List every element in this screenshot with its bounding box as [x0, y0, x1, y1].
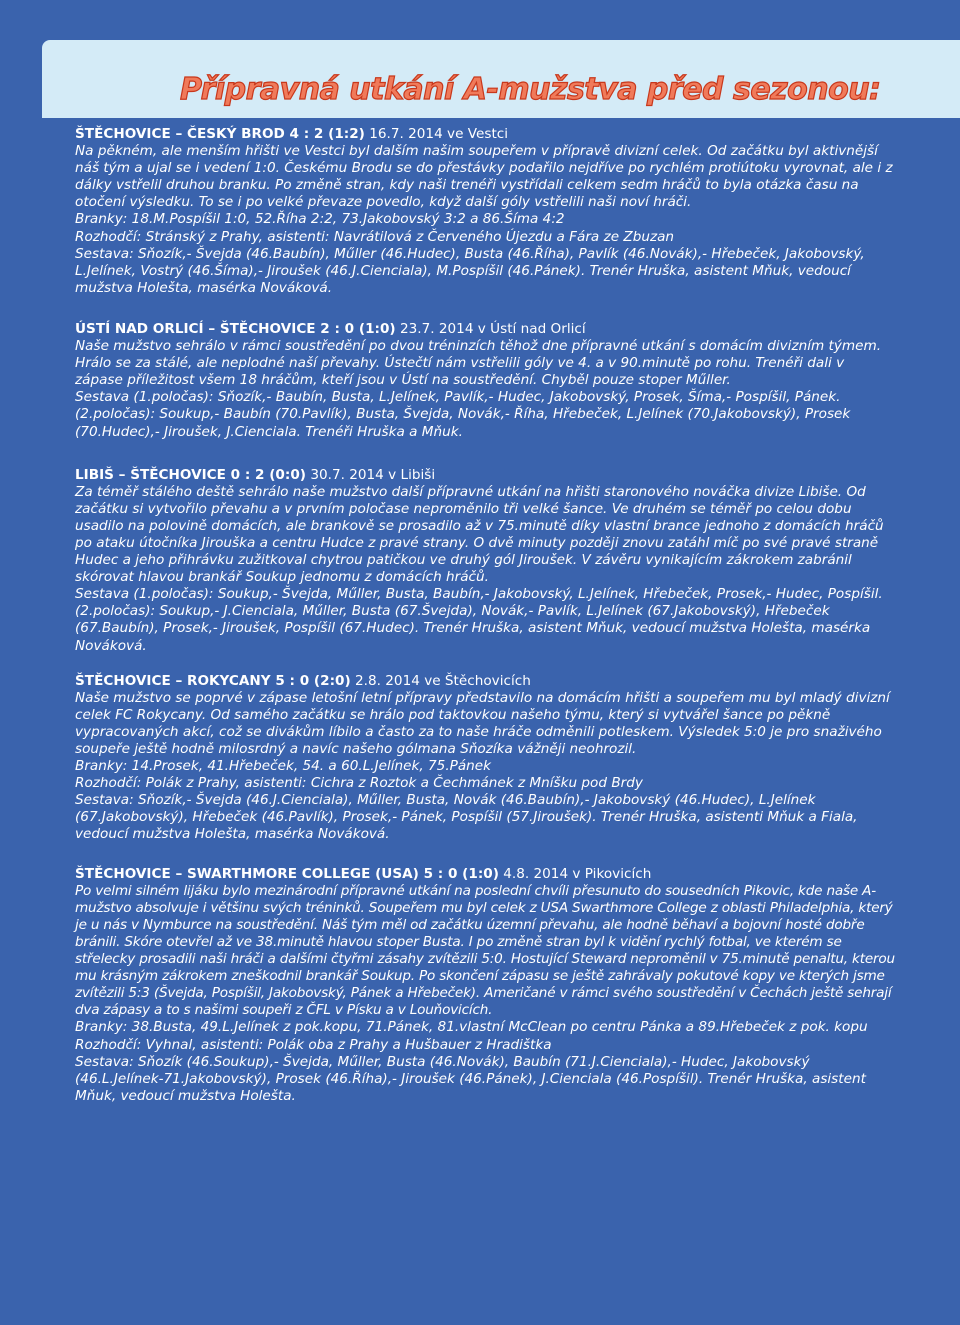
match-headline: ŠTĚCHOVICE – SWARTHMORE COLLEGE (USA) 5 : 0 (1:0) [75, 865, 499, 882]
match-report [75, 467, 895, 655]
match-paragraph: Po velmi silném lijáku bylo mezinárodní přípravné utkání na poslední chvíli přesunuto do sousedních Pikovic, kde naše A-mužstvo absolvuje i většinu svých tréninků. Soupeřem mu byl celek z USA Swarthmore College z oblasti Philadelphia, který je u nás v Nymburce na soustředění. Náš tým měl od začátku územní převahu, ale hodně běhaví a bojovní hosté dobře bránili. Skóre otevřel až ve 38.minutě hlavou stoper Busta. I po změně stran byl k vidění rychlý fotbal, ve kterém se střelecky prosadili naši hráči a dalšími čtyřmi zásahy zvítězili 5:0. Hostující Steward neproměnil v 75.minutě penaltu, kterou mu krásným zákrokem zneškodnil brankář Soukup. Po skončení zápasu se ještě zahrávaly pokutové kopy ve kterých jsme zvítězili 5:3 (Švejda, Pospíšil, Jakobovský, Pánek a Hřebeček). Američané v rámci svého soustředění v Čechách ještě sehrají dva zápasy a to s našimi soupeři z ČFL v Písku a v Louňovicích. [75, 882, 895, 1019]
match-report [75, 321, 895, 441]
match-heading [75, 673, 895, 690]
match-date: 2.8. 2014 ve Štěchovicích [350, 672, 531, 689]
match-lineup: Sestava (1.poločas): Soukup,- Švejda, Műller, Busta, Baubín,- Jakobovský, L.Jelínek, Hřebeček, Prosek,- Hudec, Pospíšil. [75, 586, 883, 603]
match-referees: Rozhodčí: Vyhnal, asistenti: Polák oba z Prahy a Hušbauer z Hradištka [75, 1036, 552, 1053]
page-title: Přípravná utkání A-mužstva před sezonou: [180, 72, 881, 107]
match-goals: Branky: 14.Prosek, 41.Hřebeček, 54. a 60.L.Jelínek, 75.Pánek [75, 758, 492, 775]
match-date: 16.7. 2014 ve Vestci [364, 126, 509, 142]
match-goals: Branky: 18.M.Pospíšil 1:0, 52.Říha 2:2, 73.Jakobovský 3:2 a 86.Šíma 4:2 [75, 211, 565, 228]
match-heading [75, 866, 895, 883]
match-paragraph: Naše mužstvo sehrálo v rámci soustředění po dvou tréninzích těhož dne přípravné utkání s domácím divizním týmem. Hrálo se za stálé, ale neplodné naší převahy. Ústečtí nám vstřelili góly ve 4. a v 90.minutě po rohu. Trenéři dali v zápase příležitost všem 18 hráčům, kteří jsou v Ústí na soustředění. Chyběl pouze stoper Műller. [75, 338, 882, 389]
match-referees: Rozhodčí: Stránský z Prahy, asistenti: Navrátilová z Červeného Újezdu a Fára ze Zbuzan [75, 228, 675, 245]
match-goals: Branky: 38.Busta, 49.L.Jelínek z pok.kopu, 71.Pánek, 81.vlastní McClean po centru Pánka a 89.Hřebeček z pok. kopu [75, 1019, 868, 1036]
match-headline: ÚSTÍ NAD ORLICÍ – ŠTĚCHOVICE 2 : 0 (1:0) [75, 320, 396, 337]
match-lineup: Sestava: Sňozík (46.Soukup),- Švejda, Műller, Busta (46.Novák), Baubín (71.J.Cienciala),- Hudec, Jakobovský (46.L.Jelínek-71.Jakobovský), Prosek (46.Říha),- Jiroušek (46.Pánek), J.Cienciala (46.Pospíšil). Trenér Hruška, asistent Mňuk, vedoucí mužstva Holešta. [75, 1053, 866, 1104]
match-headline: ŠTĚCHOVICE – ČESKÝ BROD 4 : 2 (1:2) [75, 126, 365, 142]
match-heading [75, 126, 895, 143]
match-heading [75, 321, 895, 338]
match-lineup: Sestava: Sňozík,- Švejda (46.Baubín), Műller (46.Hudec), Busta (46.Říha), Pavlík (46.Novák),- Hřebeček, Jakobovský, L.Jelínek, Vostrý (46.Šíma),- Jiroušek (46.J.Cienciala), M.Pospíšil (46.Pánek). Trenér Hruška, asistent Mňuk, vedoucí mužstva Holešta, masérka Nováková. [75, 245, 865, 296]
match-heading [75, 467, 895, 484]
match-headline: ŠTĚCHOVICE – ROKYCANY 5 : 0 (2:0) [75, 672, 351, 689]
match-lineup: Sestava (1.poločas): Sňozík,- Baubín, Busta, L.Jelínek, Pavlík,- Hudec, Jakobovský, Prosek, Šíma,- Pospíšil, Pánek. (2.poločas): Soukup,- Baubín (70.Pavlík), Busta, Švejda, Novák,- Říha, Hřebeček, L.Jelínek (70.Jakobovský), Prosek (70.Hudec),- Jiroušek, J.Cienciala. Trenéři Hruška a Mňuk. [75, 389, 851, 440]
match-date: 23.7. 2014 v Ústí nad Orlicí [395, 320, 586, 337]
match-report [75, 866, 895, 1105]
match-lineup: Sestava: Sňozík,- Švejda (46.J.Cienciala), Műller, Busta, Novák (46.Baubín),- Jakobovský (46.Hudec), L.Jelínek (67.Jakobovský), Hřebeček (46.Pavlík), Prosek,- Pánek, Pospíšil (57.Jiroušek). Trenér Hruška, asistenti Mňuk a Fiala, vedoucí mužstva Holešta, masérka Nováková. [75, 792, 858, 843]
article-body [75, 126, 895, 1121]
match-referees: Rozhodčí: Polák z Prahy, asistenti: Cichra z Roztok a Čechmánek z Mníšku pod Brdy [75, 775, 643, 792]
match-report [75, 673, 895, 844]
match-date: 4.8. 2014 v Pikovicích [498, 865, 652, 882]
match-report [75, 126, 895, 297]
match-paragraph: Naše mužstvo se poprvé v zápase letošní letní přípravy představilo na domácím hřišti a soupeřem mu byl mladý divizní celek FC Rokycany. Od samého začátku se hrálo pod taktovkou našeho týmu, který si vytvářel šance po pěkně vypracovaných akcí, což se divákům líbilo a často za to naše hráče odměnili potleskem. Výsledek 5:0 je pro snaživého soupeře ještě hodně milosrdný a navíc našeho gólmana Sňozíka vážněji neohrozil. [75, 689, 890, 757]
match-paragraph: Na pěkném, ale menším hřišti ve Vestci byl dalším našim soupeřem v přípravě divizní celek. Od začátku byl aktivnější náš tým a ujal se i vedení 1:0. Českému Brodu se do přestávky podařilo nejdříve po rychlém protiútoku vyrovnat, ale i z dálky vstřelil druhou branku. Po změně stran, kdy naši trenéři vystřídali celkem sedm hráčů to byla otázka času na otočení výsledku. To se i po velké převaze povedlo, když další góly vstřelili naši noví hráči. [75, 143, 893, 211]
match-headline: LIBIŠ – ŠTĚCHOVICE 0 : 2 (0:0) [75, 466, 306, 483]
match-lineup: (2.poločas): Soukup,- J.Cienciala, Műller, Busta (67.Švejda), Novák,- Pavlík, L.Jelínek (67.Jakobovský), Hřebeček (67.Baubín), Prosek,- Jiroušek, Pospíšil (67.Hudec). Trenér Hruška, asistent Mňuk, vedoucí mužstva Holešta, masérka Nováková. [75, 603, 871, 654]
match-paragraph: Za téměř stálého deště sehrálo naše mužstvo další přípravné utkání na hřišti staronového nováčka divize Libiše. Od začátku si vytvořilo převahu a v prvním poločase neproměnilo tři velké šance. Ve druhém se téměř po celou dobu usadilo na polovině domácích, ale brankově se prosadilo až v 75.minutě díky vlastní brance jednoho z domácích hráčů po ataku útočníka Jirouška a centru Hudce z pravé strany. O dvě minuty později znovu zatáhl míč po své pravé straně Hudec a jeho přihrávku zužitkoval chytrou patičkou ve druhý gól Jiroušek. V závěru vynikajícím zákrokem zabránil skórovat hlavou brankář Soukup jednomu z domácích hráčů. [75, 483, 884, 586]
match-date: 30.7. 2014 v Libiši [306, 466, 436, 483]
